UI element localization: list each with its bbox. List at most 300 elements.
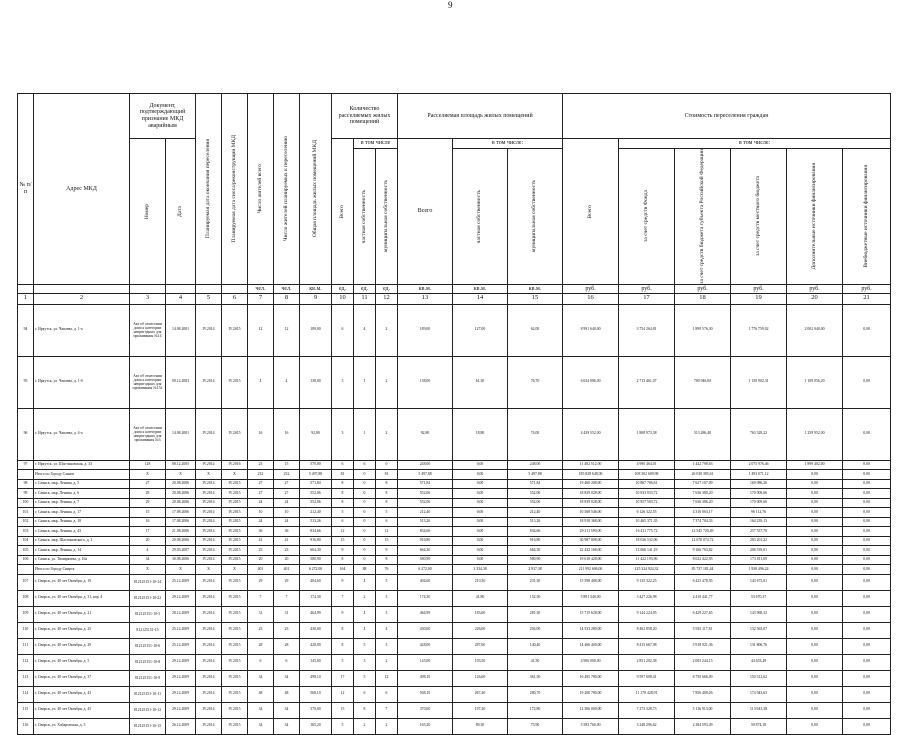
- table-row: [18, 606, 891, 622]
- cell-date: 29.03.2007: [166, 546, 196, 556]
- cell-c21: 0,00: [843, 718, 891, 734]
- cell-c19: 96 112,76: [731, 508, 787, 518]
- unit-cell: кв.м.: [508, 284, 563, 293]
- cell-c13: 552,06: [398, 489, 453, 499]
- resettlement-table-sheet: [17, 93, 890, 735]
- cell-date: 28.12.2009: [166, 606, 196, 622]
- cell-c20: 0,00: [787, 546, 843, 556]
- cell-p2: IV.2015: [222, 546, 248, 556]
- cell-c20: 0,00: [787, 536, 843, 546]
- cell-c10: 15: [332, 702, 354, 718]
- cell-p1: X: [196, 565, 222, 575]
- cell-c12: 12: [376, 670, 398, 686]
- table-row: [18, 590, 891, 606]
- table-row: [18, 555, 891, 565]
- cell-addr: Итого по Городу Свирск: [34, 565, 130, 575]
- cell-c10: 12: [332, 527, 354, 537]
- cell-num: 128: [130, 460, 166, 470]
- cell-c12: 6: [376, 686, 398, 702]
- cell-c13: 571,84: [398, 479, 453, 489]
- cell-addr: г. Свирск, ул. 40 лет Октября, д. 37: [34, 670, 130, 686]
- cell-c13: 189,00: [398, 304, 453, 356]
- cell-c15: 664,30: [508, 546, 563, 556]
- cell-no: 110: [18, 622, 34, 638]
- cell-c12: 7: [376, 702, 398, 718]
- cell-no: [18, 470, 34, 480]
- unit-cell: руб.: [843, 284, 891, 293]
- cell-p2: X: [222, 565, 248, 575]
- cell-c21: 0,00: [843, 498, 891, 508]
- cell-c14: 3 334,38: [453, 565, 508, 575]
- cell-c18: 1 899 576,30: [675, 304, 731, 356]
- cell-p1: IV.2014: [196, 590, 222, 606]
- cell-c7: 34: [248, 670, 274, 686]
- cell-c19: 131 806,76: [731, 638, 787, 654]
- cell-p2: IV.2015: [222, 702, 248, 718]
- cell-c9: 570,00: [300, 460, 332, 470]
- cell-c10: 8: [332, 555, 354, 565]
- cell-c7: 23: [248, 460, 274, 470]
- cell-no: 108: [18, 590, 34, 606]
- cell-c14: 61,30: [453, 356, 508, 408]
- cell-p1: IV.2014: [196, 670, 222, 686]
- cell-date: 25.12.2009: [166, 574, 196, 590]
- cell-c19: 763 328,22: [731, 408, 787, 460]
- cell-addr: Итого по Городу Саянск: [34, 470, 130, 480]
- cell-c19: 206 539,01: [731, 546, 787, 556]
- cell-c14: 41,80: [453, 590, 508, 606]
- cell-c10: 8: [332, 479, 354, 489]
- cell-c21: 0,00: [843, 702, 891, 718]
- cell-c19: 170 009,66: [731, 498, 787, 508]
- cell-c15: 2 937,38: [508, 565, 563, 575]
- cell-num: 812125151-10-8: [130, 654, 166, 670]
- table-row: [18, 460, 891, 470]
- cell-p1: IV.2014: [196, 489, 222, 499]
- cell-c15: 152,50: [508, 590, 563, 606]
- cell-c14: 183,60: [453, 606, 508, 622]
- cell-c21: 0,00: [843, 638, 891, 654]
- cell-c20: 0,00: [787, 517, 843, 527]
- column-number-cell: 11: [354, 293, 376, 304]
- header-rooms-total: Всего: [332, 139, 354, 285]
- cell-addr: г. Свирск, ул. 40 лет Октября, д. 25: [34, 622, 130, 638]
- cell-c10: 3: [332, 408, 354, 460]
- unit-cell: руб.: [675, 284, 731, 293]
- cell-no: 107: [18, 574, 34, 590]
- cell-c20: 2 002 040,00: [787, 304, 843, 356]
- cell-c21: 0,00: [843, 654, 891, 670]
- cell-date: 20.08.2006: [166, 536, 196, 546]
- cell-c19: 143 968,32: [731, 606, 787, 622]
- cell-num: 20: [130, 536, 166, 546]
- cell-date: 14.08.2001: [166, 304, 196, 356]
- cell-c9: 834,66: [300, 527, 332, 537]
- cell-c7: 232: [248, 470, 274, 480]
- cell-c14: 0,00: [453, 555, 508, 565]
- cell-no: 96: [18, 408, 34, 460]
- cell-c9: 5 497,88: [300, 470, 332, 480]
- header-cost-additional: Дополнительные источники финансирования: [787, 149, 843, 285]
- cell-c21: 0,00: [843, 670, 891, 686]
- cell-c16: 18 839 028,00: [563, 489, 619, 499]
- cell-c11: 0: [354, 536, 376, 546]
- column-number-cell: 14: [453, 293, 508, 304]
- cell-c15: 41,50: [508, 654, 563, 670]
- cell-c10: 5: [332, 718, 354, 734]
- cell-c13: 248,00: [398, 460, 453, 470]
- cell-c18: 2 284 593,49: [675, 718, 731, 734]
- cell-p1: IV.2014: [196, 638, 222, 654]
- cell-c14: 0,00: [453, 517, 508, 527]
- header-rooms-private: частная собственность: [354, 149, 376, 285]
- cell-c18: 513 286,40: [675, 408, 731, 460]
- cell-c14: 210,30: [453, 574, 508, 590]
- subtotal-row: [18, 565, 891, 575]
- cell-c21: 0,00: [843, 304, 891, 356]
- column-number-cell: 3: [130, 293, 166, 304]
- cell-c17: 3 248 296,62: [619, 718, 675, 734]
- cell-c17: 2 851 202,38: [619, 654, 675, 670]
- cell-c8: 6: [274, 654, 300, 670]
- cell-c9: 404,60: [300, 574, 332, 590]
- cell-c20: 0,00: [787, 527, 843, 537]
- cell-c8: 34: [274, 718, 300, 734]
- cell-addr: г. Свирск, ул. 40 лет Октября, д. 29: [34, 638, 130, 654]
- cell-c13: 5 497,88: [398, 470, 453, 480]
- header-address: Адрес МКД: [34, 94, 130, 285]
- cell-num: 16: [130, 517, 166, 527]
- cell-no: [18, 565, 34, 575]
- cell-c8: 12: [274, 304, 300, 356]
- cell-c15: 552,06: [508, 489, 563, 499]
- cell-c20: 1 259 952,00: [787, 408, 843, 460]
- header-area-municipal: муниципальная собственность: [508, 149, 563, 285]
- table-row: [18, 638, 891, 654]
- cell-c7: 20: [248, 555, 274, 565]
- cell-c17: 9 135 322,25: [619, 574, 675, 590]
- cell-no: 106: [18, 555, 34, 565]
- cell-num: 15: [130, 508, 166, 518]
- column-number-cell: 4: [166, 293, 196, 304]
- cell-c8: 23: [274, 622, 300, 638]
- cell-no: 102: [18, 517, 34, 527]
- cell-c12: 8: [376, 489, 398, 499]
- header-area-private: частная собственность: [453, 149, 508, 285]
- column-number-cell: 7: [248, 293, 274, 304]
- cell-c9: 92,80: [300, 408, 332, 460]
- cell-c20: 0,00: [787, 470, 843, 480]
- header-cost-extrabudget: Внебюджетные источники финансирования: [843, 149, 891, 285]
- cell-c9: 580,90: [300, 555, 332, 565]
- cell-date: X: [166, 470, 196, 480]
- cell-c16: 11 482 512,00: [563, 460, 619, 470]
- header-no: № п/п: [18, 94, 34, 285]
- cell-addr: г. Саянск, мкр. Ленина, д. 5: [34, 479, 130, 489]
- cell-c9: 568,10: [300, 686, 332, 702]
- cell-c21: 0,00: [843, 622, 891, 638]
- cell-addr: г. Свирск, ул. Хабаровская, д. 5: [34, 718, 130, 734]
- cell-c16: 4 906 000,00: [563, 654, 619, 670]
- table-row: [18, 686, 891, 702]
- cell-c8: 16: [274, 408, 300, 460]
- cell-p1: IV.2014: [196, 304, 222, 356]
- cell-date: 17.08.2006: [166, 517, 196, 527]
- cell-p1: IV.2014: [196, 686, 222, 702]
- cell-c17: 9 144 224,05: [619, 606, 675, 622]
- cell-c12: 2: [376, 408, 398, 460]
- column-number-cell: 19: [731, 293, 787, 304]
- cell-c9: 145,00: [300, 654, 332, 670]
- cell-p1: IV.2014: [196, 460, 222, 470]
- column-number-cell: 12: [376, 293, 398, 304]
- cell-c11: 4: [354, 622, 376, 638]
- cell-c15: 361,50: [508, 670, 563, 686]
- cell-c20: 0,00: [787, 654, 843, 670]
- cell-c21: 0,00: [843, 460, 891, 470]
- column-number-cell: 1: [18, 293, 34, 304]
- cell-c14: 89,30: [453, 718, 508, 734]
- cell-c11: 1: [354, 356, 376, 408]
- table-row: [18, 527, 891, 537]
- unit-cell: чел.: [274, 284, 300, 293]
- cell-c19: 2 075 976,46: [731, 460, 787, 470]
- cell-c16: 15 598 488,00: [563, 574, 619, 590]
- cell-no: 111: [18, 638, 34, 654]
- cell-c18: 12 545 720,49: [675, 527, 731, 537]
- cell-p1: IV.2014: [196, 555, 222, 565]
- cell-c14: 0,00: [453, 479, 508, 489]
- cell-c18: 7 636 386,20: [675, 498, 731, 508]
- cell-c14: 287,60: [453, 638, 508, 654]
- cell-c12: 76: [376, 565, 398, 575]
- cell-c11: 4: [354, 574, 376, 590]
- cell-c21: 0,00: [843, 686, 891, 702]
- cell-c14: 0,00: [453, 536, 508, 546]
- cell-c9: 664,30: [300, 546, 332, 556]
- cell-c9: 916,80: [300, 536, 332, 546]
- cell-c13: 464,99: [398, 606, 453, 622]
- table-row: [18, 622, 891, 638]
- cell-c19: 1 930 496,24: [731, 565, 787, 575]
- cell-c18: 4 316 063,17: [675, 508, 731, 518]
- cell-c20: 1 899 402,00: [787, 460, 843, 470]
- cell-c14: 18,80: [453, 408, 508, 460]
- cell-c7: 36: [248, 527, 274, 537]
- cell-p2: IV.2015: [222, 498, 248, 508]
- cell-c21: 0,00: [843, 470, 891, 480]
- cell-addr: г. Свирск, ул. 40 лет Октября, д. 43: [34, 686, 130, 702]
- cell-c19: 173 811,09: [731, 555, 787, 565]
- cell-p1: IV.2014: [196, 718, 222, 734]
- table-row: [18, 489, 891, 499]
- cell-c18: 2 410 441,77: [675, 590, 731, 606]
- table-header: [18, 94, 891, 305]
- cell-c21: 0,00: [843, 527, 891, 537]
- cell-no: 99: [18, 489, 34, 499]
- table-row: [18, 517, 891, 527]
- cell-c8: 31: [274, 606, 300, 622]
- cell-c15: 204,00: [508, 622, 563, 638]
- cell-num: Акт об отнесении дома к категории непригодных для проживания №3: [130, 408, 166, 460]
- cell-c18: 7 636 380,20: [675, 489, 731, 499]
- cell-c16: 8 991 640,00: [563, 304, 619, 356]
- cell-c9: 6 272,00: [300, 565, 332, 575]
- cell-addr: г. Свирск, ул. 40 лет Октября, д. 21: [34, 606, 130, 622]
- cell-c21: 0,00: [843, 517, 891, 527]
- column-number-cell: 21: [843, 293, 891, 304]
- cell-c7: 28: [248, 638, 274, 654]
- cell-addr: г. Саянск, мкр. Ленина, д. 17: [34, 508, 130, 518]
- cell-c16: 18 918 368,00: [563, 517, 619, 527]
- cell-c8: 41: [274, 536, 300, 546]
- cell-c14: 0,00: [453, 470, 508, 480]
- cell-c19: 143 675,81: [731, 574, 787, 590]
- cell-c14: 0,00: [453, 546, 508, 556]
- cell-c19: 169 086,26: [731, 479, 787, 489]
- cell-c19: 1 493 071,12: [731, 470, 787, 480]
- cell-c7: 16: [248, 408, 274, 460]
- cell-c18: 26 030 385,61: [675, 470, 731, 480]
- header-area-including: в том числе:: [453, 139, 563, 149]
- cell-c9: 165,20: [300, 718, 332, 734]
- cell-c17: 8 415 667,98: [619, 638, 675, 654]
- cell-c8: 28: [274, 638, 300, 654]
- cell-c16: 10 568 546,00: [563, 508, 619, 518]
- cell-c16: 6 024 096,00: [563, 356, 619, 408]
- cell-c20: 0,00: [787, 498, 843, 508]
- cell-p1: IV.2014: [196, 356, 222, 408]
- cell-c13: 6 272,00: [398, 565, 453, 575]
- cell-c21: 0,00: [843, 565, 891, 575]
- cell-p2: IV.2015: [222, 686, 248, 702]
- cell-num: 812125151-10-15: [130, 718, 166, 734]
- cell-c7: 12: [248, 304, 274, 356]
- column-number-cell: 20: [787, 293, 843, 304]
- cell-c17: 11 422 193,96: [619, 555, 675, 565]
- cell-c8: 24: [274, 517, 300, 527]
- cell-c8: 36: [274, 527, 300, 537]
- cell-c12: 12: [376, 527, 398, 537]
- cell-c20: 0,00: [787, 702, 843, 718]
- cell-c10: 15: [332, 536, 354, 546]
- cell-c9: 430,00: [300, 622, 332, 638]
- cell-c15: 75,90: [508, 718, 563, 734]
- cell-no: 95: [18, 356, 34, 408]
- cell-c13: 165,20: [398, 718, 453, 734]
- cell-addr: г. Иркутск, ул. Чапаева, д. 1-а: [34, 304, 130, 356]
- units-row: [18, 284, 891, 293]
- cell-c16: 19 460 208,00: [563, 479, 619, 489]
- cell-date: 14.08.2001: [166, 408, 196, 460]
- cell-p2: IV.2015: [222, 536, 248, 546]
- cell-c18: 1 442 798,63: [675, 460, 731, 470]
- cell-date: X: [166, 565, 196, 575]
- cell-c18: 5 935 117,81: [675, 622, 731, 638]
- cell-date: 08.12.2005: [166, 460, 196, 470]
- cell-c9: 513,26: [300, 517, 332, 527]
- cell-c11: 0: [354, 508, 376, 518]
- column-number-cell: 8: [274, 293, 300, 304]
- cell-c20: 0,00: [787, 590, 843, 606]
- cell-c18: 5 116 913,00: [675, 702, 731, 718]
- subtotal-row: [18, 470, 891, 480]
- cell-c16: 19 618 428,00: [563, 555, 619, 565]
- cell-c10: 5: [332, 508, 354, 518]
- cell-c11: 6: [354, 686, 376, 702]
- cell-c9: 498,10: [300, 670, 332, 686]
- cell-c16: 14 466 400,00: [563, 638, 619, 654]
- cell-c10: 6: [332, 460, 354, 470]
- column-number-cell: 13: [398, 293, 453, 304]
- cell-c19: 170 009,66: [731, 489, 787, 499]
- unit-cell: руб.: [563, 284, 619, 293]
- cell-c12: 0: [376, 460, 398, 470]
- cell-c8: 4: [274, 356, 300, 408]
- cell-c20: 0,00: [787, 479, 843, 489]
- cell-c7: 23: [248, 546, 274, 556]
- table-row: [18, 536, 891, 546]
- cell-c10: 8: [332, 622, 354, 638]
- cell-c12: 2: [376, 718, 398, 734]
- cell-no: 115: [18, 702, 34, 718]
- cell-c10: 81: [332, 470, 354, 480]
- cell-c7: 401: [248, 565, 274, 575]
- cell-date: 29.12.2009: [166, 590, 196, 606]
- cell-c9: 464,99: [300, 606, 332, 622]
- cell-no: 112: [18, 654, 34, 670]
- cell-c19: 1 776 759,02: [731, 304, 787, 356]
- cell-date: 29.12.2009: [166, 702, 196, 718]
- cell-c7: 27: [248, 489, 274, 499]
- cell-p1: IV.2014: [196, 508, 222, 518]
- cell-c16: 14 533 280,00: [563, 622, 619, 638]
- cell-c10: 6: [332, 304, 354, 356]
- cell-c7: 27: [248, 479, 274, 489]
- unit-cell: кв.м.: [453, 284, 508, 293]
- cell-c11: 0: [354, 479, 376, 489]
- cell-c11: 0: [354, 489, 376, 499]
- cell-c19: 50 874,18: [731, 718, 787, 734]
- cell-c8: 48: [274, 686, 300, 702]
- cell-c19: 174 943,63: [731, 686, 787, 702]
- cell-c20: 0,00: [787, 574, 843, 590]
- cell-c17: 10 857 503,72: [619, 498, 675, 508]
- cell-c13: 145,00: [398, 654, 453, 670]
- resettlement-table: [17, 93, 891, 735]
- cell-c15: 74,00: [508, 408, 563, 460]
- cell-c13: 552,06: [398, 498, 453, 508]
- cell-p1: IV.2014: [196, 517, 222, 527]
- table-row: [18, 702, 891, 718]
- cell-c21: 0,00: [843, 356, 891, 408]
- cell-addr: г. Свирск, ул. 40 лет Октября, д. 45: [34, 702, 130, 718]
- cell-c15: 280,70: [508, 686, 563, 702]
- header-planned-resettlement: Планируемая дата окончания переселения: [196, 94, 222, 285]
- cell-c19: 150 312,62: [731, 670, 787, 686]
- cell-c11: 88: [354, 565, 376, 575]
- cell-c12: 5: [376, 574, 398, 590]
- cell-p2: IV.2015: [222, 517, 248, 527]
- cell-c20: 0,00: [787, 565, 843, 575]
- cell-c14: 0,00: [453, 508, 508, 518]
- cell-addr: г. Саянск, мкр. Ленина, д. 43: [34, 527, 130, 537]
- cell-c13: 498,10: [398, 670, 453, 686]
- cell-c12: 5: [376, 508, 398, 518]
- cell-date: 29.12.2009: [166, 654, 196, 670]
- cell-c18: 2 005 244,15: [675, 654, 731, 670]
- cell-c11: 6: [354, 460, 376, 470]
